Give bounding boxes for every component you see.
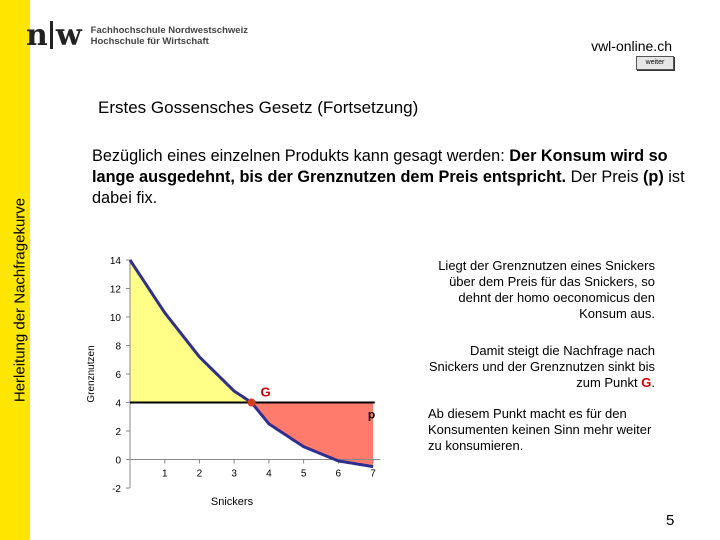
y-tick-label: 12 [109,284,121,296]
note-stop-consuming: Ab diesem Punkt macht es für den Konsumenten keinen Sinn mehr weiter zu konsumieren. [428,406,652,453]
next-button[interactable]: weiter [636,56,674,70]
x-tick-label: 2 [196,468,203,480]
y-tick-label: -2 [112,484,121,495]
note2-prefix: Damit steigt die Nachfrage nach Snickers und der Grenznutzen sinkt bis zum Punkt [428,343,655,390]
loss-area [252,403,374,467]
x-tick-label: 4 [266,468,272,480]
logo-line-2: Hochschule für Wirtschaft [90,35,209,47]
intro-text [92,146,692,209]
y-tick-label: 4 [115,398,121,410]
marginal-utility-chart [80,240,410,515]
intro-mid: Der Preis [566,168,643,186]
point-g [248,399,256,407]
note2-point: G [641,375,652,390]
intro-bold: Der Konsum wird so lange ausgedehnt, bis der Grenznutzen dem Preis entspricht. [92,147,668,186]
sidebar-band [0,0,30,540]
sidebar-title: Herleitung der Nachfragekurve [11,197,29,403]
intro-suffix: ist dabei fix. [92,168,685,207]
note-demand-rises [420,343,655,391]
point-g-label: G [260,384,271,400]
intro-price-symbol: (p) [642,168,664,186]
logo-text [91,25,248,47]
y-tick-label: 0 [115,455,121,467]
y-tick-label: 14 [109,256,121,267]
slide-title: Erstes Gossensches Gesetz (Fortsetzung) [98,98,419,117]
y-tick-label: 6 [115,370,121,381]
x-tick-label: 6 [335,468,342,480]
logo-mark: n w [26,18,81,53]
x-tick-label: 1 [161,468,168,480]
surplus-area [130,260,252,403]
y-tick-label: 8 [115,341,121,353]
x-axis-label: Snickers [210,496,254,508]
x-tick-label: 7 [370,468,376,480]
page-number: 5 [666,512,675,529]
intro-prefix: Bezüglich eines einzelnen Produkts kann gesagt werden: [92,147,510,165]
price-label: p [367,407,376,422]
y-axis-label: Grenznutzen [86,345,97,403]
logo [26,18,248,53]
x-tick-label: 3 [231,468,237,480]
logo-line-1: Fachhochschule Nordwestschweiz [90,24,248,36]
site-url[interactable]: vwl-online.ch [591,38,672,54]
x-tick-label: 5 [300,468,307,480]
note-utility-above-price: Liegt der Grenznutzen eines Snickers über dem Preis für das Snickers, so dehnt der homo oeconomicus den Konsum aus. [438,258,655,321]
y-tick-label: 2 [115,427,121,438]
y-tick-label: 10 [109,313,121,324]
note2-suffix: . [651,375,655,390]
